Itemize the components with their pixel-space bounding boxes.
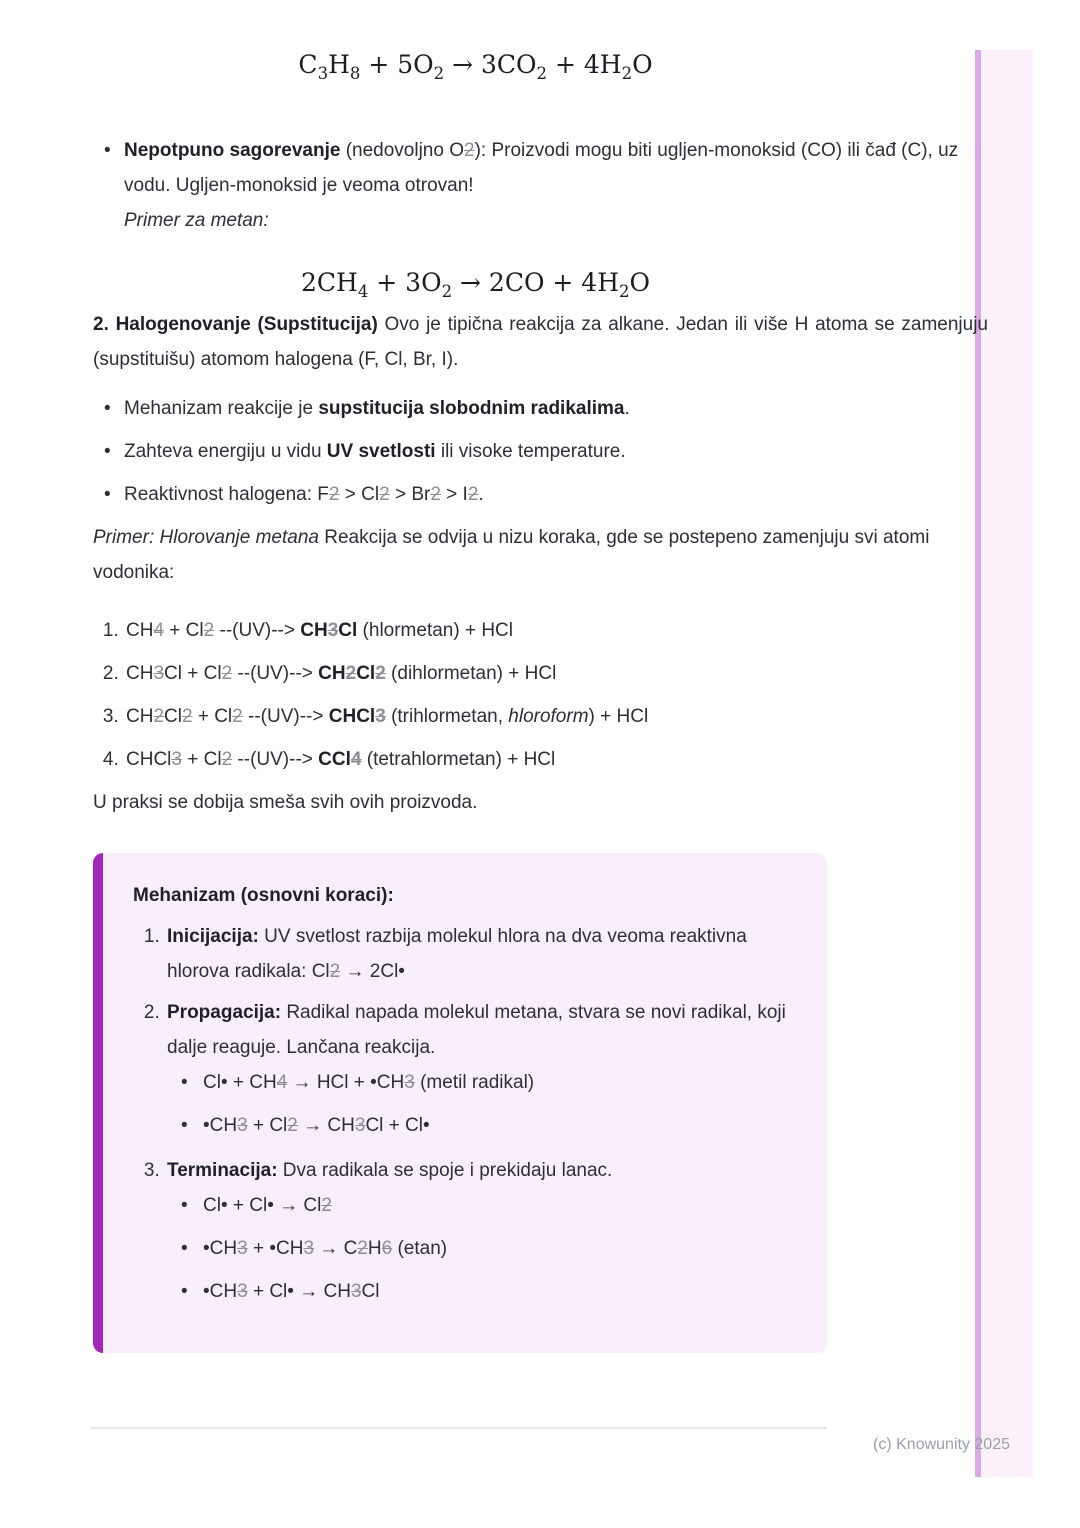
footer-credit: (c) Knowunity 2025: [873, 1436, 1010, 1453]
list-item: [165, 995, 797, 1143]
halogenation-properties-list: [93, 391, 988, 512]
list-item: • Zahteva energiju u vidu UV svetlosti ili visoke temperature.: [124, 434, 988, 469]
equation-propane-combustion: $C_3H_8 + 5O_2 \to 3CO_2 + 4H_2O$: [298, 50, 653, 83]
halogenation-intro-paragraph: 2. Halogenovanje (Supstitucija) Ovo je tipična reakcija za alkane. Jedan ili više H atoma se zamenjuju (supstituišu) atomom halogena (F, Cl, Br, I).: [93, 314, 988, 370]
mechanism-title: Mehanizam (osnovni koraci):: [133, 885, 394, 906]
list-item: • Reaktivnost halogena: F2 > Cl2 > Br2 > I2.: [124, 477, 988, 512]
list-item: • •CH3 + Cl• → CH3Cl: [181, 1274, 797, 1309]
list-item: 1. CH4 + Cl2 --(UV)--> CH3Cl (hlormetan) + HCl: [124, 613, 988, 648]
footer-divider: [91, 1427, 827, 1429]
list-item: [165, 919, 797, 989]
list-item: • Mehanizam reakcije je supstitucija slobodnim radikalima.: [124, 391, 988, 426]
mechanism-step-text: Inicijacija: UV svetlost razbija molekul hlora na dva veoma reaktivna hlorova radikala: Cl2 → 2Cl•: [167, 926, 747, 982]
list-item: • Cl• + Cl• → Cl2: [181, 1188, 797, 1223]
mechanism-step-text: Propagacija: Radikal napada molekul metana, stvara se novi radikal, koji dalje reaguje. Lančana reakcija.: [167, 1002, 786, 1058]
mechanism-steps-list: [133, 919, 797, 1309]
list-item: • Cl• + CH4 → HCl + •CH3 (metil radikal): [181, 1065, 797, 1100]
chlorination-example-paragraph: Primer: Hlorovanje metana Reakcija se odvija u nizu koraka, gde se postepeno zamenjuju svi atomi vodonika:: [93, 527, 930, 583]
list-item: 2. CH3Cl + Cl2 --(UV)--> CH2Cl2 (dihlormetan) + HCl: [124, 656, 988, 691]
list-item: 4. CHCl3 + Cl2 --(UV)--> CCl4 (tetrahlormetan) + HCl: [124, 742, 988, 777]
equation-methane-incomplete-combustion: $2CH_4 + 3O_2 \to 2CO + 4H_2O$: [300, 268, 650, 301]
methane-example-note: Primer za metan:: [124, 210, 269, 231]
list-item: [124, 133, 988, 238]
list-item: • •CH3 + Cl2 → CH3Cl + Cl•: [181, 1108, 797, 1143]
mechanism-callout: [93, 853, 827, 1353]
propagation-reactions-list: [167, 1065, 797, 1143]
mechanism-step-text: Terminacija: Dva radikala se spoje i prekidaju lanac.: [167, 1160, 613, 1181]
list-item: • •CH3 + •CH3 → C2H6 (etan): [181, 1231, 797, 1266]
termination-reactions-list: [167, 1188, 797, 1309]
list-item: [165, 1153, 797, 1309]
chlorination-steps-list: [93, 613, 988, 777]
incomplete-combustion-text: • Nepotpuno sagorevanje (nedovoljno O2): Proizvodi mogu biti ugljen-monoksid (CO) ili čađ (C), uz vodu. Ugljen-monoksid je veoma otrovan!: [124, 140, 959, 196]
list-item: 3. CH2Cl2 + Cl2 --(UV)--> CHCl3 (trihlormetan, hloroform) + HCl: [124, 699, 988, 734]
incomplete-combustion-list: [93, 133, 988, 238]
chlorination-conclusion: U praksi se dobija smeša svih ovih proizvoda.: [93, 792, 478, 813]
document-content: [93, 0, 988, 1353]
